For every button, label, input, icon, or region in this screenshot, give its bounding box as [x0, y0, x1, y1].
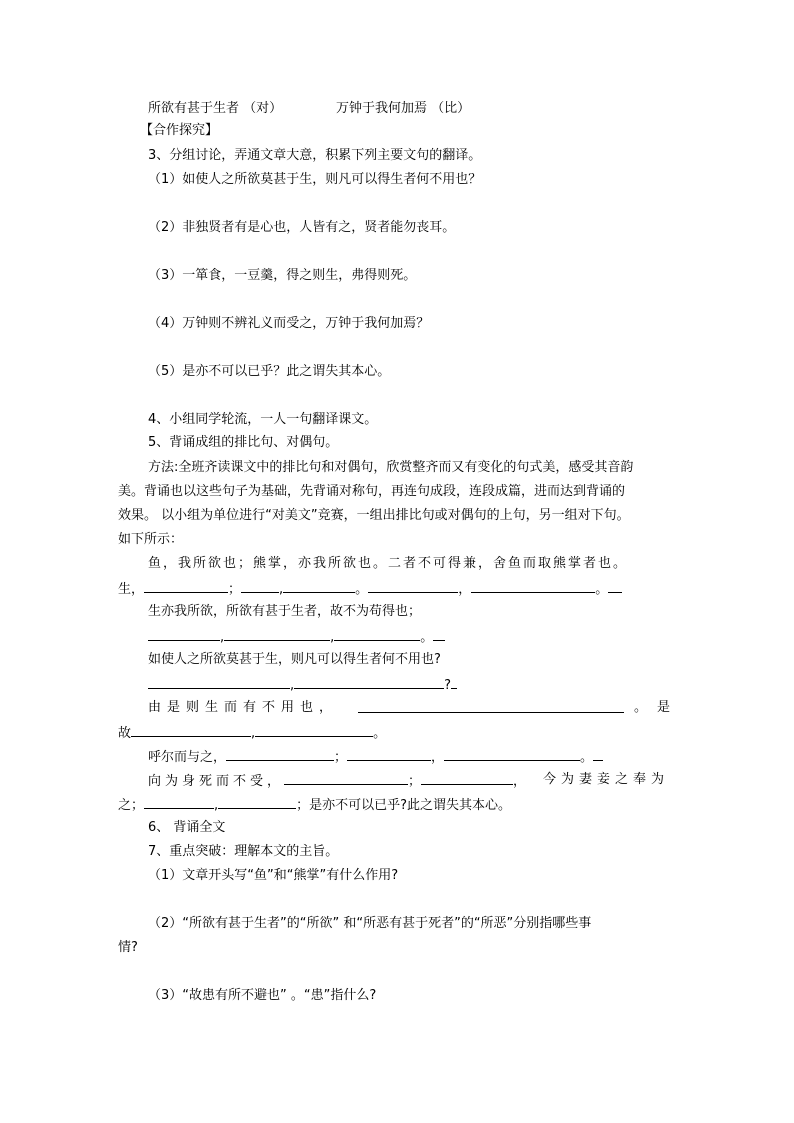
blank-6b[interactable]: [347, 746, 431, 761]
q5-method-3: 效果。 以小组为单位进行“对美文”竞赛，一组出排比句或对偶句的上句，另一组对下句。: [118, 508, 630, 523]
blank-1d[interactable]: [368, 578, 458, 593]
q5-fill-row-2: [148, 626, 445, 648]
q7-item-2b: 情?: [118, 940, 138, 955]
blank-5b[interactable]: [255, 722, 373, 737]
blank-8b[interactable]: [218, 794, 296, 809]
q5-method-2: 美。背诵也以这些句子为基础，先背诵对称句，再连句成段，连段成篇，进而达到背诵的: [118, 484, 626, 499]
blank-6a[interactable]: [226, 746, 334, 761]
q3-item-2: （2）非独贤者有是心也，人皆有之，贤者能勿丧耳。: [148, 220, 456, 235]
section-heading: 【合作探究】: [140, 123, 219, 138]
blank-3a[interactable]: [148, 674, 290, 689]
blank-1f[interactable]: [608, 578, 622, 593]
blank-2b[interactable]: [224, 626, 330, 641]
q5-passage-6c: 之；: [118, 798, 145, 813]
blank-1c[interactable]: [283, 578, 355, 593]
q5-method-1: 方法:全班齐读课文中的排比句和对偶句，欣赏整齐而又有变化的句式美，感受其音韵: [148, 460, 634, 475]
q3-item-1: （1）如使人之所欲莫甚于生，则凡可以得生者何不用也？: [148, 172, 482, 187]
top-line-left: 所欲有甚于生者 （对）: [148, 101, 283, 116]
punct: 。: [355, 582, 369, 597]
q5-fill-row-5: [118, 722, 386, 744]
punct: ，: [431, 750, 445, 765]
q5-fill-row-7: [148, 770, 526, 792]
blank-3b[interactable]: [294, 674, 444, 689]
q5-passage-6a: 向为身死而不受，: [148, 774, 285, 789]
blank-6d[interactable]: [593, 746, 603, 761]
blank-5a[interactable]: [131, 722, 251, 737]
blank-1a[interactable]: [144, 578, 228, 593]
q5-passage-3: 如使人之所欲莫甚于生，则凡可以得生者何不用也?: [148, 652, 441, 667]
punct: ,: [330, 630, 335, 645]
punct: ,: [290, 678, 295, 693]
q5-passage-1: 鱼，我所欲也；熊掌，亦我所欲也。二者不可得兼，舍鱼而取熊掌者也。: [148, 556, 629, 571]
q5-fill-row-1-start: 生，: [118, 582, 145, 597]
punct: ，: [513, 774, 527, 789]
q5-fill-row-4: [358, 698, 624, 720]
top-line-right: 万钟于我何加焉 （比）: [336, 101, 471, 116]
blank-3c[interactable]: [451, 674, 457, 689]
punct: ；: [334, 750, 348, 765]
punct: ，: [458, 582, 472, 597]
q5-fill-row-1: [118, 578, 622, 600]
q3-item-5: （5）是亦不可以已乎？此之谓失其本心。: [148, 364, 391, 379]
q5-title: 5、背诵成组的排比句、对偶句。: [148, 435, 339, 450]
blank-4a[interactable]: [358, 698, 624, 713]
punct: 。: [420, 630, 434, 645]
q7-item-2a: （2）“所欲有甚于生者”的“所欲” 和“所恶有甚于死者”的“所恶”分别指哪些事: [148, 916, 592, 931]
punct: ,: [279, 582, 284, 597]
punct: ,: [251, 726, 256, 741]
q5-fill-row-6: [148, 746, 603, 768]
q5-passage-4c: 故: [118, 726, 132, 741]
punct: 。: [595, 582, 609, 597]
punct: ,: [220, 630, 225, 645]
q3-item-4: （4）万钟则不辨礼义而受之，万钟于我何加焉？: [148, 316, 430, 331]
q7-title: 7、重点突破：理解本文的主旨。: [148, 844, 339, 859]
blank-2c[interactable]: [334, 626, 420, 641]
q5-fill-row-3: [148, 674, 457, 696]
q7-item-3: （3）“故患有所不避也” 。“患”指什么?: [148, 988, 377, 1003]
q6-text: 6、 背诵全文: [148, 820, 226, 835]
punct: ；: [408, 774, 422, 789]
q5-passage-4b: 。是: [634, 700, 681, 715]
blank-7a[interactable]: [284, 770, 408, 785]
q4-text: 4、小组同学轮流，一人一句翻译课文。: [148, 412, 378, 427]
q5-fill-row-8: [118, 794, 511, 816]
q5-passage-6b: 今为妻妾之奉为: [543, 772, 670, 787]
q5-passage-4a: 由是则生而有不用也，: [148, 700, 339, 715]
blank-1b[interactable]: [241, 578, 279, 593]
punct: 。: [580, 750, 594, 765]
q5-passage-6d: ；是亦不可以已乎?此之谓失其本心。: [296, 798, 512, 813]
blank-1e[interactable]: [471, 578, 595, 593]
q5-method-4: 如下所示：: [118, 532, 184, 547]
blank-2d[interactable]: [433, 626, 445, 641]
blank-2a[interactable]: [148, 626, 220, 641]
q5-passage-5: 呼尔而与之，: [148, 750, 227, 765]
q3-item-3: （3）一箪食，一豆羹，得之则生，弗得则死。: [148, 268, 417, 283]
blank-8a[interactable]: [144, 794, 214, 809]
q5-passage-2: 生亦我所欲，所欲有甚于生者，故不为苟得也；: [148, 604, 422, 619]
blank-7b[interactable]: [421, 770, 513, 785]
punct: ?: [444, 678, 452, 693]
q3-title: 3、分组讨论，弄通文章大意，积累下列主要文句的翻译。: [148, 148, 482, 163]
punct: 。: [373, 726, 387, 741]
punct: ；: [228, 582, 242, 597]
blank-6c[interactable]: [444, 746, 580, 761]
q7-item-1: （1）文章开头写“鱼”和“熊掌”有什么作用?: [148, 868, 399, 883]
punct: ,: [214, 798, 219, 813]
